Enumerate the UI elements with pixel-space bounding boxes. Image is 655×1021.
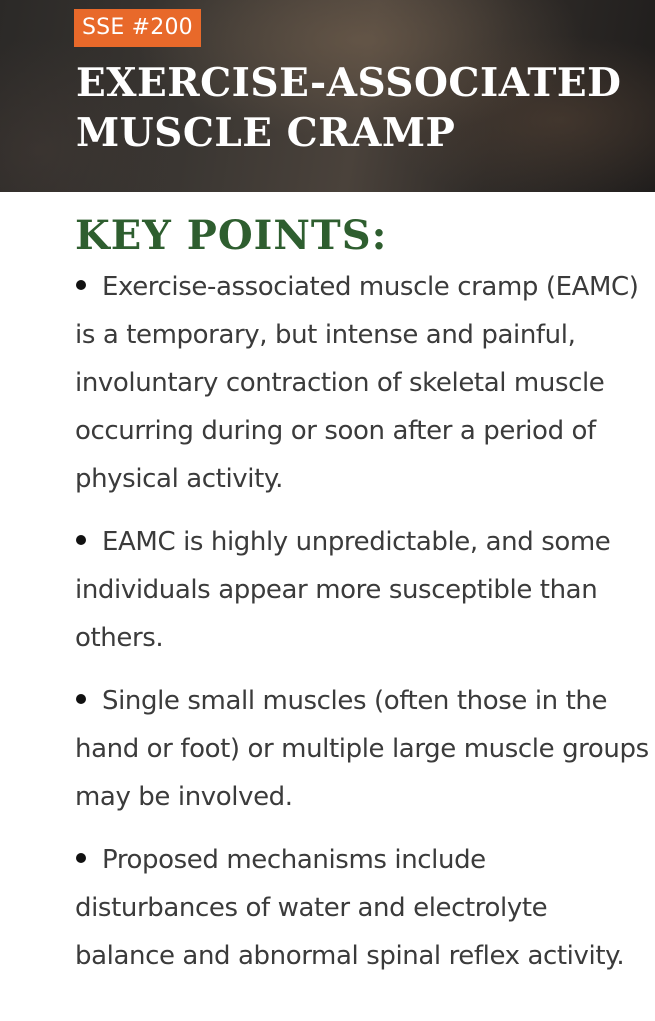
key-point-text: Proposed mechanisms include disturbances of water and electrolyte balance and abnormal spinal reflex activity. [75,845,625,971]
key-point-text: Exercise-associated muscle cramp (EAMC) is a temporary, but intense and painful, involuntary contraction of skeletal muscle occurring during or soon after a period of physical activity. [75,272,639,494]
key-point-text: Single small muscles (often those in the hand or foot) or multiple large muscle groups may be involved. [75,686,649,812]
bullet-icon [76,280,86,290]
key-point-item [75,836,651,980]
key-point-item [75,677,651,821]
bullet-icon [76,535,86,545]
bullet-icon [76,853,86,863]
issue-badge: SSE #200 [74,9,201,47]
key-point-item [75,263,651,503]
hero-banner [0,0,655,192]
key-points-list [75,263,651,995]
page-title: EXERCISE-ASSOCIATED MUSCLE CRAMP [76,60,622,156]
bullet-icon [76,694,86,704]
key-points-heading: KEY POINTS: [75,212,388,259]
key-point-item [75,518,651,662]
key-point-text: EAMC is highly unpredictable, and some individuals appear more susceptible than others. [75,527,611,653]
